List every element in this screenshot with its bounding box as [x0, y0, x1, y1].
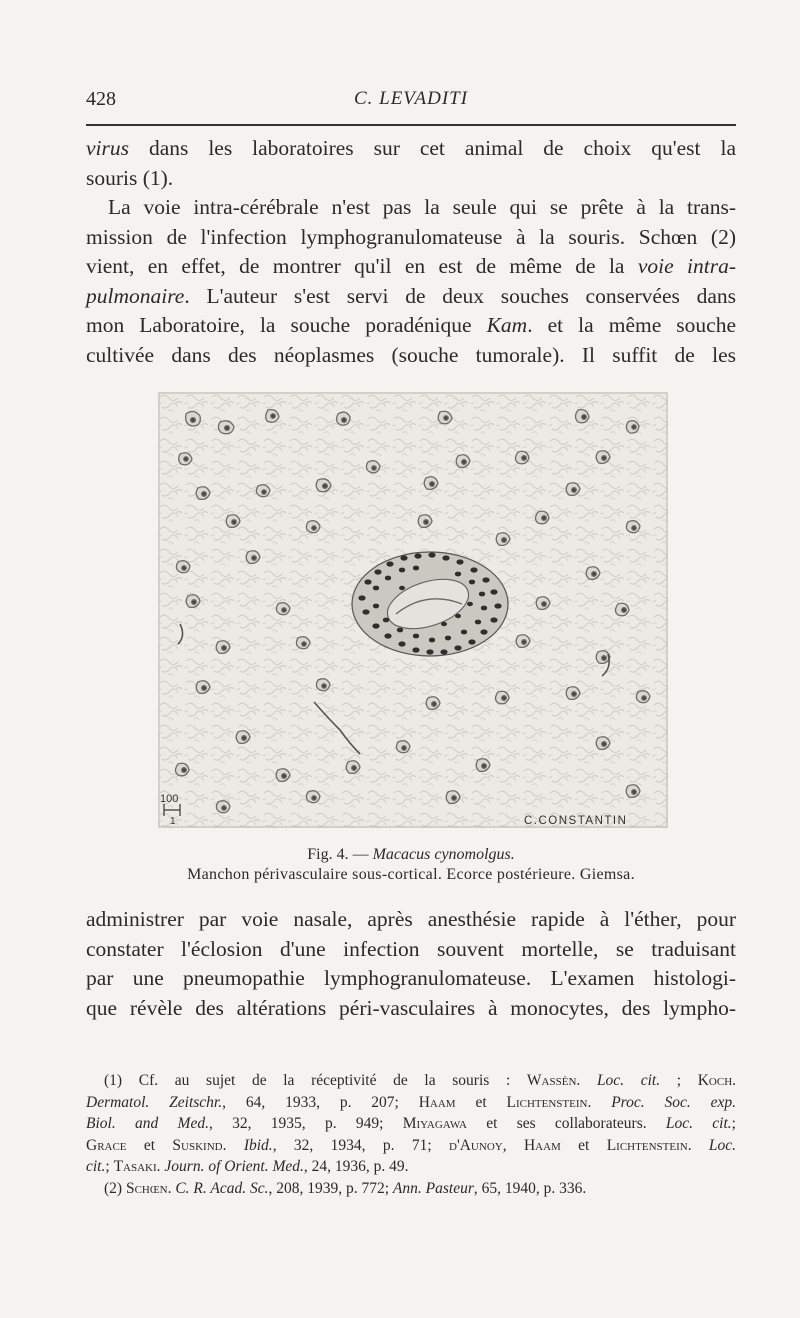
text-line: constater l'éclosion d'une infection souvent mortelle, se traduisant — [86, 936, 736, 961]
page-header — [86, 88, 736, 116]
histology-drawing — [158, 392, 668, 828]
text-line: souris (1). — [86, 165, 174, 190]
footnote-1-line: cit.; Tasaki. Journ. of Orient. Med., 24, 1936, p. 49. — [86, 1158, 409, 1175]
figure-caption: Manchon périvasculaire sous-cortical. Ecorce postérieure. Giemsa. — [187, 866, 635, 883]
footnote-1-line: Grace et Suskind. Ibid., 32, 1934, p. 71; d'Aunoy, Haam et Lichtenstein. Loc. — [86, 1136, 737, 1154]
text-line: La voie intra-cérébrale n'est pas la seule qui se prête à la trans- — [108, 195, 736, 219]
scale-label: 100 — [160, 793, 179, 805]
footnote-1-line: (1) Cf. au sujet de la réceptivité de la souris : Wassèn. Loc. cit. ; Koch. — [104, 1072, 737, 1089]
running-head: C. LEVADITI — [353, 88, 469, 109]
paragraph-1 — [86, 134, 736, 193]
text-line: que révèle des altérations péri-vasculaires à monocytes, des lympho- — [86, 995, 736, 1020]
histology-figure — [158, 392, 668, 828]
figure-label: Fig. 4. — Macacus cynomolgus. — [307, 846, 515, 863]
text-line: pulmonaire. L'auteur s'est servi de deux souches conservées dans — [86, 283, 736, 308]
artist-signature: C.CONSTANTIN — [524, 815, 628, 827]
text-line: vient, en effet, de montrer qu'il en est de même de la voie intra- — [86, 254, 736, 278]
text-line: virus dans les laboratoires sur cet animal de choix qu'est la — [86, 136, 736, 160]
header-rule — [86, 124, 736, 126]
page-number: 428 — [86, 88, 116, 110]
paragraph-3 — [86, 905, 736, 1023]
paragraph-2 — [86, 193, 736, 370]
text-line: administrer par voie nasale, après anesthésie rapide à l'éther, pour — [86, 907, 736, 931]
footnote-2-line: (2) Schœn. C. R. Acad. Sc., 208, 1939, p. 772; Ann. Pasteur, 65, 1940, p. 336. — [104, 1179, 587, 1197]
text-line: cultivée dans des néoplasmes (souche tumorale). Il suffit de les — [86, 342, 736, 367]
footnotes — [86, 1070, 736, 1199]
text-line: mission de l'infection lymphogranulomateuse à la souris. Schœn (2) — [86, 224, 736, 249]
text-line: mon Laboratoire, la souche poradénique Kam. et la même souche — [86, 313, 736, 337]
footnote-1-line: Dermatol. Zeitschr., 64, 1933, p. 207; Haam et Lichtenstein. Proc. Soc. exp. — [86, 1093, 736, 1111]
text-line: par une pneumopathie lymphogranulomateuse. L'examen histologi- — [86, 966, 736, 990]
footnote-1-line: Biol. and Med., 32, 1935, p. 949; Miyagawa et ses collaborateurs. Loc. cit.; — [86, 1115, 736, 1132]
scale-unit: 1 — [170, 816, 176, 827]
perivascular-cuff — [352, 552, 508, 656]
